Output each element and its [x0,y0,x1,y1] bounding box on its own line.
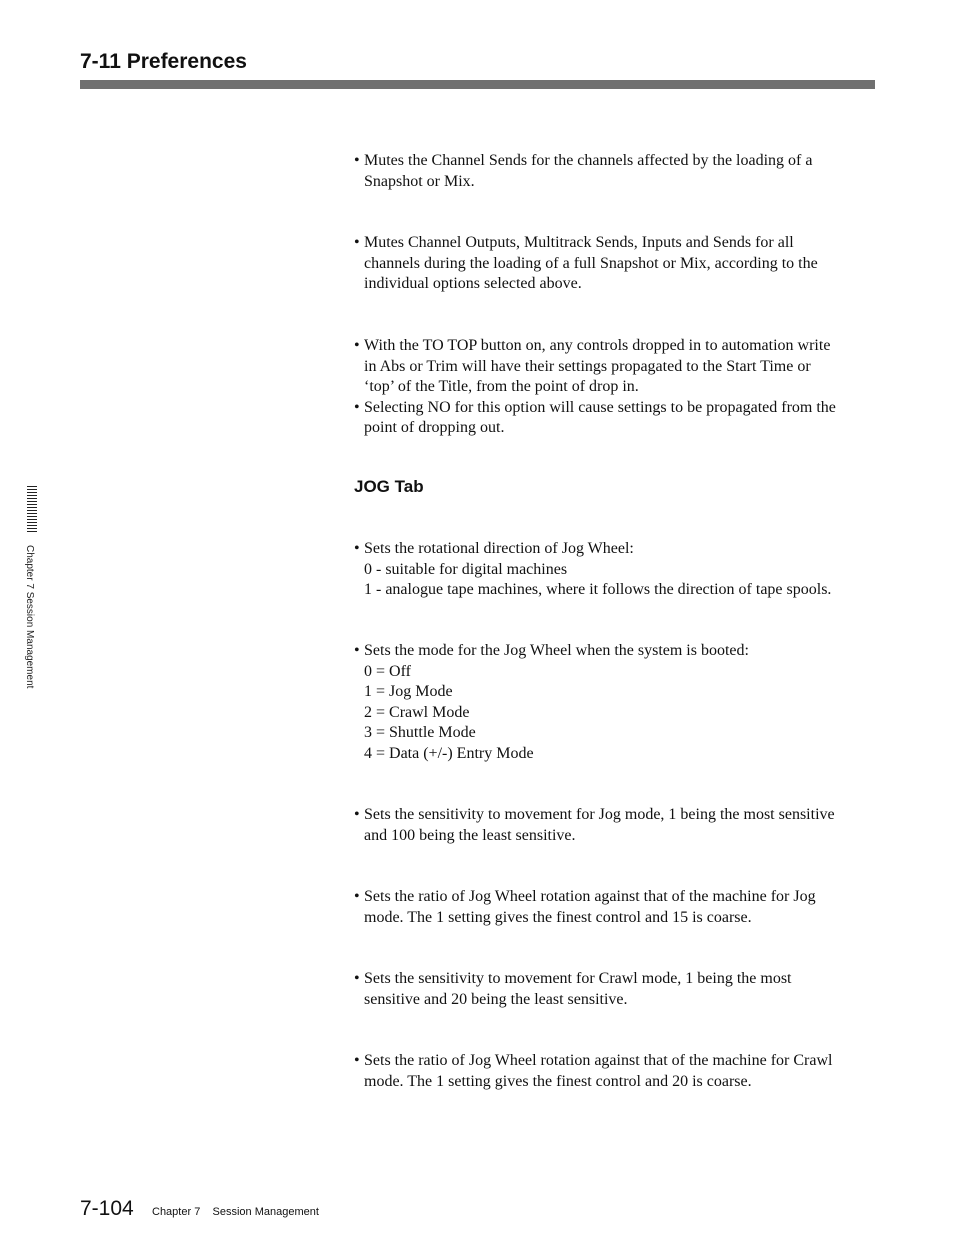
bullet-line: With the TO TOP button on, any controls dropped in to automation write [364,337,831,354]
page-number: 7-104 [80,1197,134,1220]
bullet-item [354,805,876,846]
bullet-dot: • [354,398,360,416]
bullet-line: Sets the ratio of Jog Wheel rotation against that of the machine for Jog [364,888,816,905]
bullet-line: Mutes Channel Outputs, Multitrack Sends, Inputs and Sends for all [364,234,794,251]
bullet-dot: • [354,888,360,905]
bullet-item [354,887,876,928]
title-rule [80,80,875,89]
bullet-line: 1 - analogue tape machines, where it follows the direction of tape spools. [364,581,832,599]
bullet-item [354,969,876,1010]
bullet-dot: • [354,540,360,557]
bullet-line: 0 = Off [364,662,411,680]
bullet-dot: • [354,152,360,169]
bullet-line: Sets the mode for the Jog Wheel when the system is booted: [364,642,749,659]
bullet-line: Mutes the Channel Sends for the channels affected by the loading of a [364,152,813,169]
chapter-thumb-tab [27,486,37,534]
bullet-block [354,805,876,846]
bullet-item [354,233,876,295]
bullet-line: Sets the sensitivity to movement for Crawl mode, 1 being the most [364,970,792,987]
bullet-line: Snapshot or Mix. [364,172,475,190]
bullet-item [354,641,876,765]
jog-tab-heading: JOG Tab [354,477,424,496]
footer-chapter-label: Chapter 7 Session Management [152,1206,319,1218]
bullet-line: 1 = Jog Mode [364,683,453,701]
bullet-block [354,539,876,601]
bullet-dot: • [354,1052,360,1069]
bullet-line: Sets the sensitivity to movement for Jog mode, 1 being the most sensitive [364,806,835,823]
bullet-line: 0 - suitable for digital machines [364,560,568,578]
bullet-dot: • [354,234,360,251]
bullet-line: Sets the ratio of Jog Wheel rotation against that of the machine for Crawl [364,1052,833,1069]
bullet-line: point of dropping out. [364,419,505,437]
bullet-line: 2 = Crawl Mode [364,703,470,721]
bullet-block [354,969,876,1010]
bullet-line: Selecting NO for this option will cause settings to be propagated from the [364,398,836,416]
bullet-item [354,336,876,398]
bullet-line: mode. The 1 setting gives the finest control and 20 is coarse. [364,1072,752,1090]
bullet-line: in Abs or Trim will have their settings propagated to the Start Time or [364,357,811,375]
bullet-item [354,539,876,601]
bullet-dot: • [354,642,360,659]
bullet-line: 4 = Data (+/-) Entry Mode [364,744,534,762]
section-title: 7-11 Preferences [80,50,247,73]
chapter-side-label: Chapter 7 Session Management [24,545,35,689]
bullet-line: and 100 being the least sensitive. [364,826,576,844]
bullet-block [354,336,876,439]
bullet-item [354,398,876,439]
bullet-line: Sets the rotational direction of Jog Wheel: [364,540,634,557]
bullet-line: sensitive and 20 being the least sensitive. [364,990,628,1008]
bullet-line: mode. The 1 setting gives the finest control and 15 is coarse. [364,908,752,926]
bullet-block [354,233,876,295]
bullet-block [354,887,876,928]
bullet-block [354,1051,876,1092]
bullet-block [354,151,876,192]
bullet-block [354,641,876,765]
bullet-item [354,151,876,192]
bullet-line: individual options selected above. [364,275,582,293]
bullet-line: ‘top’ of the Title, from the point of drop in. [364,378,639,396]
bullet-line: channels during the loading of a full Snapshot or Mix, according to the [364,254,818,272]
bullet-dot: • [354,337,360,354]
bullet-item [354,1051,876,1092]
bullet-dot: • [354,970,360,987]
bullet-dot: • [354,806,360,823]
bullet-line: 3 = Shuttle Mode [364,724,476,742]
